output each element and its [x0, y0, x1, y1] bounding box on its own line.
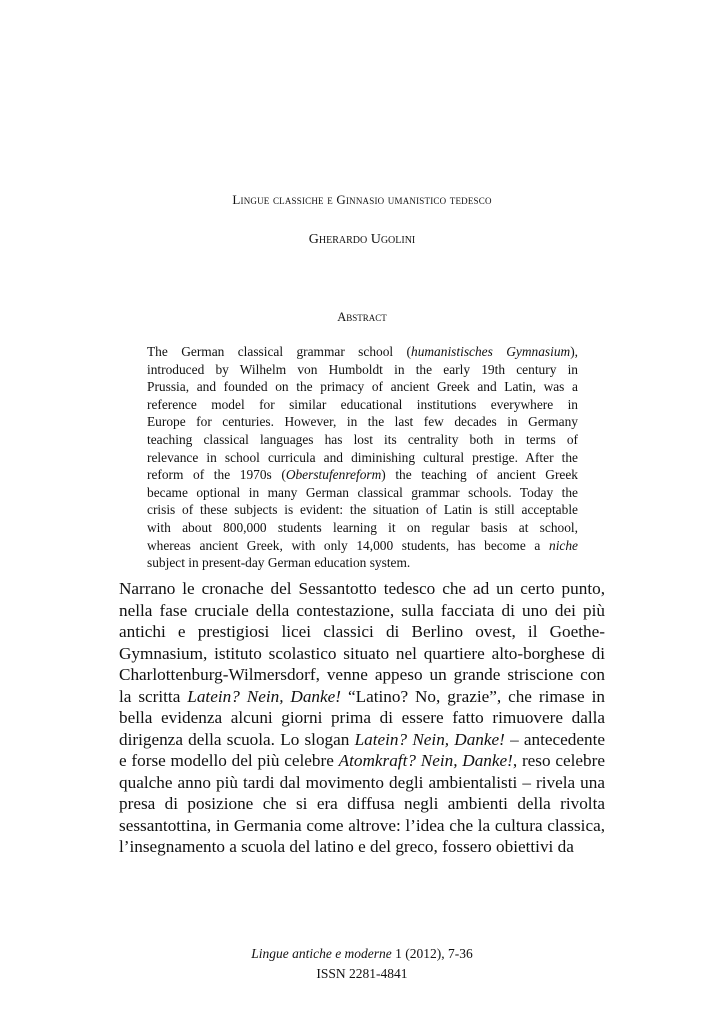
abstract-text: reform of the 1970s (: [147, 467, 286, 483]
abstract-line: [147, 484, 578, 502]
body-line: [119, 664, 605, 686]
body-text: “Latino? No, grazie”, che rimase in: [341, 686, 605, 706]
body-line: [119, 793, 605, 815]
abstract-text: with about 800,000 students learning it on regular basis at school,: [147, 519, 578, 535]
abstract-text: became optional in many German classical grammar schools. Today the: [147, 484, 578, 500]
body-italic-term: Atomkraft? Nein, Danke!: [338, 751, 513, 770]
body-line: [119, 686, 605, 708]
abstract-line: [147, 501, 578, 519]
body-text: e forse modello del più celebre: [119, 751, 339, 770]
abstract-line: [147, 431, 578, 449]
body-line: [119, 707, 605, 729]
body-text: , reso celebre: [512, 751, 605, 770]
abstract-heading: [0, 310, 724, 325]
abstract-line: [147, 343, 578, 361]
abstract-text: The German classical grammar school (: [147, 344, 411, 359]
body-text: l’insegnamento a scuola del latino e del greco, fossero obiettivi da: [119, 837, 574, 856]
body-text: la scritta: [119, 686, 188, 706]
abstract-text: Europe for centuries. However, in the last few decades in Germany: [147, 414, 578, 430]
body-text: antichi e prestigiosi licei classici di Berlino ovest, il Goethe-: [119, 622, 605, 641]
abstract-italic-term: niche: [549, 537, 578, 553]
author-big2: U: [370, 232, 381, 247]
body-paragraph: [119, 578, 605, 858]
author-small1: herardo: [318, 232, 371, 247]
abstract-italic-term: humanistisches Gymnasium: [411, 344, 571, 359]
body-italic-term: Latein? Nein, Danke!: [187, 686, 342, 706]
abstract-text: Prussia, and founded on the primacy of ancient Greek and Latin, was a: [147, 379, 578, 395]
journal-name: Lingue antiche e moderne: [251, 946, 392, 961]
title-part1-small: ingue classiche e: [240, 192, 337, 207]
body-italic-term: Latein? Nein, Danke!: [354, 729, 505, 749]
journal-issue: 1 (2012), 7-36: [391, 946, 473, 961]
abstract-text: ) the teaching of ancient Greek: [381, 467, 578, 483]
abstract-text: relevance in school curricula and diminishing cultural prestige. After the: [147, 449, 578, 465]
body-text: Gymnasium, istituto scolastico situato nel quartiere alto-borghese di: [119, 643, 605, 663]
abstract-line: [147, 361, 578, 379]
abstract-text: ),: [570, 344, 578, 359]
body-line: [119, 600, 605, 622]
body-line: [119, 815, 605, 837]
abstract-line: [147, 449, 578, 467]
abstract-text: whereas ancient Greek, with only 14,000 students, has become a: [147, 537, 549, 553]
body-text: Charlottenburg-Wilmersdorf, venne appeso un grande striscione con: [119, 665, 605, 684]
abstract-text: [147, 343, 578, 572]
body-line: [119, 729, 605, 751]
abstract-text: reference model for similar educational institutions everywhere in: [147, 396, 578, 412]
body-line: [119, 836, 605, 858]
abstract-line: [147, 466, 578, 484]
abstract-line: [147, 537, 578, 555]
title-part1-big: L: [232, 192, 241, 207]
body-line: [119, 750, 605, 772]
title-part2-big: G: [336, 192, 346, 207]
abstract-line: [147, 396, 578, 414]
body-text: sessantottina, in Germania come altrove: l’idea che la cultura classica,: [119, 815, 605, 835]
abstract-text: subject in present-day German education system.: [147, 555, 411, 571]
author-big1: G: [308, 232, 319, 247]
body-text: bella evidenza alcuni giorni prima di essere fatto rimuovere dalla: [119, 708, 605, 727]
body-text: qualche anno più tardi dal movimento degli ambientalisti – rivela una: [119, 772, 605, 792]
journal-citation: [0, 944, 724, 964]
abstract-line: [147, 378, 578, 396]
page-footer: [0, 944, 724, 984]
abstract-line: [147, 413, 578, 431]
abstract-text: introduced by Wilhelm von Humboldt in the early 19th century in: [147, 361, 578, 377]
body-line: [119, 772, 605, 794]
body-text: presa di posizione che si era diffusa negli ambienti della rivolta: [119, 794, 605, 813]
body-line: [119, 643, 605, 665]
body-text: dirigenza della scuola. Lo slogan: [119, 729, 355, 749]
abstract-italic-term: Oberstufenreform: [285, 467, 382, 483]
author-name: [0, 232, 724, 248]
body-text: – antecedente: [504, 729, 606, 749]
issn: ISSN 2281-4841: [316, 966, 408, 981]
body-text: nella fase cruciale della contestazione, sulla facciata di uno dei più: [119, 600, 605, 620]
paper-title: [0, 192, 724, 208]
body-line: [119, 621, 605, 643]
body-line: [119, 578, 605, 600]
abstract-text: teaching classical languages has lost its centrality both in terms of: [147, 431, 578, 447]
abstract-heading-big: A: [337, 310, 347, 324]
abstract-heading-small: bstract: [346, 310, 387, 324]
abstract-line: [147, 519, 578, 537]
title-part2-small: innasio umanistico tedesco: [345, 192, 492, 207]
abstract-line: [147, 554, 578, 572]
body-text: Narrano le cronache del Sessantotto tedesco che ad un certo punto,: [119, 579, 605, 598]
author-small2: golini: [380, 232, 416, 247]
abstract-text: crisis of these subjects is evident: the situation of Latin is still acceptable: [147, 502, 578, 518]
